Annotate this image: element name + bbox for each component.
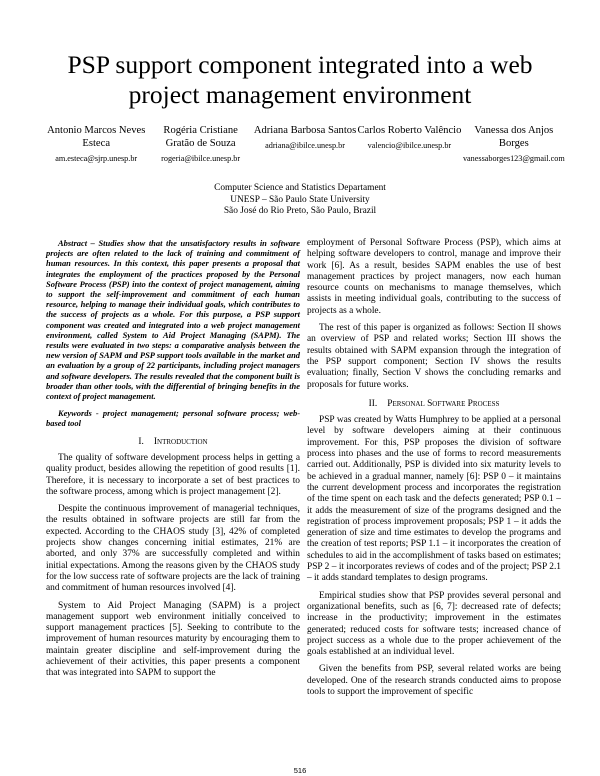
author-name: Rogéria Cristiane Gratão de Souza	[163, 125, 238, 149]
body-paragraph: The rest of this paper is organized as follows: Section II shows an overview of PSP and related works; Section III shows the results obtained with SAPM expansion through the integration of the PSP support component; Section IV shows the results evaluation; finally, Section V shows the concluding remarks and proposals for future works.	[307, 323, 561, 390]
author-name: Adriana Barbosa Santos	[253, 125, 357, 136]
author-name: Vanessa dos Anjos Borges	[474, 125, 554, 149]
author-email: rogeria@ibilce.unesp.br	[161, 154, 241, 163]
section-heading	[46, 437, 300, 448]
author-name: Antonio Marcos Neves Esteca	[47, 125, 146, 149]
body-paragraph: Empirical studies show that PSP provides several personal and organizational benefits, such as [6, 7]: decreased rate of defects; increase in the productivity; improvement in the estimates generated; reduced costs for software tests; increased chance of project success as a whole due to the proper achievement of the goals established at an individual level.	[307, 590, 561, 658]
affiliation-location: São José do Rio Preto, São Paulo, Brazil	[223, 206, 377, 216]
body-paragraph: Given the benefits from PSP, several related works are being developed. One of the research strands conducted aims to propose tools to support the improvement of specific	[307, 664, 561, 697]
section-title: Introduction	[153, 436, 208, 447]
author-email: vanessaborges123@gmail.com	[462, 154, 565, 163]
author-list	[44, 124, 566, 164]
author-block	[44, 124, 148, 164]
author-block	[253, 124, 357, 164]
author-email: am.esteca@sjrp.unesp.br	[55, 154, 138, 163]
body-paragraph: Despite the continuous improvement of managerial techniques, the results obtained in software projects are still far from the expected. According to the CHAOS study [3], 42% of completed projects show changes concerning initial estimates, 21% are aborted, and only 37% are successfully completed and within initial expectations. Among the reasons given by the CHAOS study for the low success rate of software projects are the lack of training and commitment of human resources involved [4].	[46, 504, 300, 594]
body-paragraph: employment of Personal Software Process (PSP), which aims at helping software developers to control, manage and improve their work [6]. As a result, besides SAPM enables the use of best management practices by project managers, now each human resource counts on mechanisms to manage themselves, which assists in meeting individual goals, contributing to the success of projects as a whole.	[307, 238, 561, 316]
author-block	[462, 124, 566, 164]
section-heading	[307, 399, 561, 410]
section-number: I.	[138, 436, 144, 447]
affiliation-university: UNESP – São Paulo State University	[230, 194, 370, 205]
body-paragraph: PSP was created by Watts Humphrey to be applied at a personal level by software developers aiming at their continuous improvement. For this, PSP proposes the division of software process into phases and the use of forms to record measurements carried out. Additionally, PSP is divided into six maturity levels to be achieved in a gradual manner, namely [6]: PSP 0 – it maintains the current development process and incorporates the registration of the time spent on each task and the defects generated; PSP 0.1 – it adds the measurement of size of the programs designed and the registration of process improvement proposals; PSP 1 – it adds the generation of size and time estimates to develop the programs and the creation of test reports; PSP 1.1 – it incorporates the creation of schedules to aid in the accomplishment of tasks based on estimates; PSP 2 – it incorporates reviews of codes and of the project; PSP 2.1 – it adds standard templates to design programs.	[307, 415, 561, 584]
left-column	[46, 238, 300, 686]
keywords: Keywords - project management; personal software process; web-based tool	[46, 408, 300, 429]
author-email: valencio@ibilce.unesp.br	[367, 141, 452, 150]
author-name: Carlos Roberto Valêncio	[357, 125, 462, 136]
affiliation	[100, 183, 500, 218]
paper-title: PSP support component integrated into a web project management environment	[67, 50, 533, 109]
author-email: adriana@ibilce.unesp.br	[265, 141, 345, 150]
right-column	[307, 238, 561, 704]
author-block	[148, 124, 252, 164]
body-paragraph: The quality of software development process helps in getting a quality product, besides allowing the repetition of good results [1]. Therefore, it is necessary to incorporate a set of best practices to the software process, among which is project management [2].	[46, 452, 300, 497]
abstract: Abstract – Studies show that the unsatisfactory results in software projects are often related to the lack of training and commitment of human resources. In this context, this paper presents a proposal that integrates the employment of the practices proposed by the Personal Software Process (PSP) into the context of project management, aiming to support the self-improvement and commitment of each human resource, helping to manage their individual goals, which contributes to the success of projects as a whole. For this purpose, a PSP support component was created and integrated into a web project management environment, called System to Aid Project Managing (SAPM). The results were evaluated in two steps: a comparative analysis between the new version of SAPM and PSP support tools available in the market and an evaluation by a group of 22 participants, including project managers and software developers. The results revealed that the component built is broader than other tools, with the differential of bringing benefits in the context of project management.	[46, 238, 300, 402]
affiliation-department: Computer Science and Statistics Departament	[214, 183, 386, 193]
body-paragraph: System to Aid Project Managing (SAPM) is a project management support web environment initially conceived to support management practices [5]. Seeking to contribute to the improvement of human resources maturity by encouraging them to maintain greater discipline and self-improvement during the achievement of their activities, this paper presents a component that was integrated into SAPM to support the	[46, 600, 300, 679]
author-block	[357, 124, 461, 164]
page-number: 516	[293, 766, 307, 775]
section-title: Personal Software Process	[387, 398, 500, 409]
section-number: II.	[368, 398, 378, 409]
